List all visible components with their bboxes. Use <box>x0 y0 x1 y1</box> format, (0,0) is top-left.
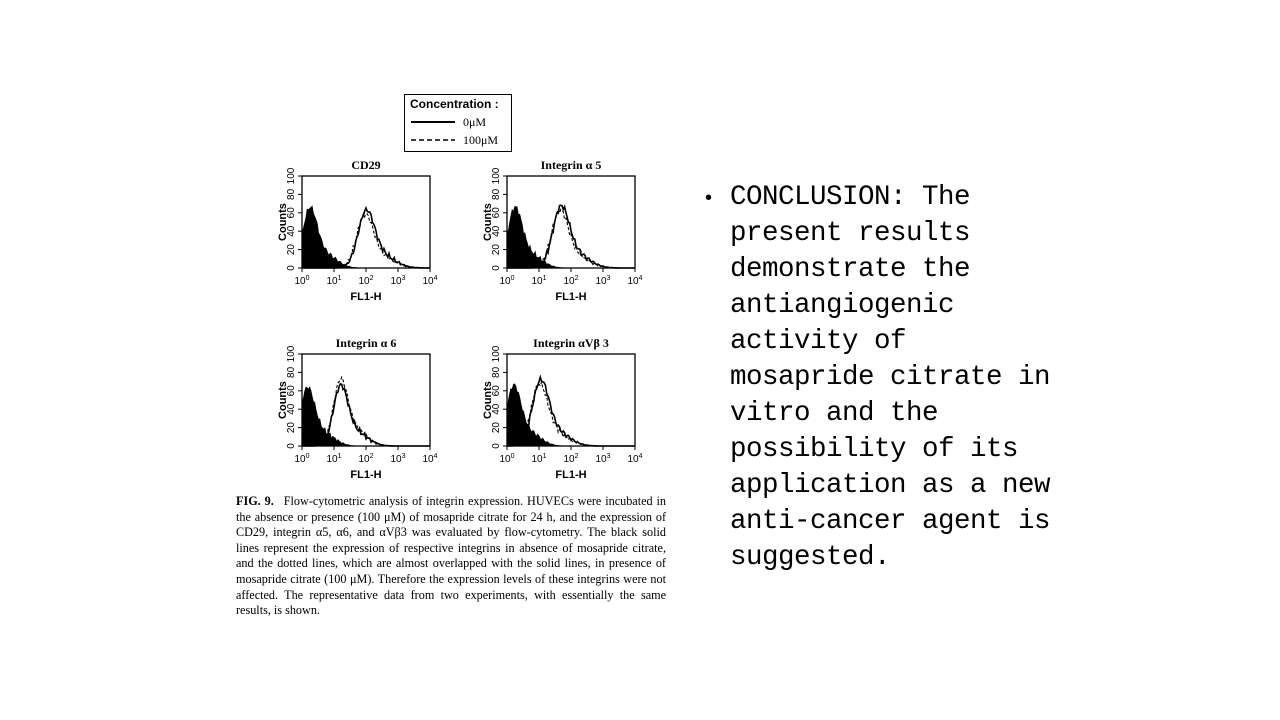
y-tick-label: 80 <box>491 188 502 200</box>
filled-histogram <box>507 384 635 446</box>
x-tick-label: $10^3$ <box>595 275 611 287</box>
dashed-line-swatch <box>411 136 457 144</box>
y-tick-label: 0 <box>491 265 502 271</box>
y-tick-label: 100 <box>286 167 297 185</box>
x-tick-label: $10^4$ <box>422 453 438 465</box>
legend-item-dashed <box>411 133 511 149</box>
y-axis-label: Counts <box>277 381 289 419</box>
x-tick-label: $10^4$ <box>627 275 643 287</box>
panel-title: CD29 <box>351 158 381 172</box>
y-tick-label: 60 <box>286 385 297 397</box>
y-tick-label: 100 <box>491 345 502 363</box>
x-tick-label: $10^2$ <box>563 453 579 465</box>
x-tick-label: $10^0$ <box>499 453 515 465</box>
panel-integrin-a5 <box>461 158 661 303</box>
y-axis-label: Counts <box>482 203 494 241</box>
y-tick-label: 80 <box>286 366 297 378</box>
y-tick-label: 20 <box>286 422 297 434</box>
y-tick-label: 20 <box>491 422 502 434</box>
panel-title: Integrin α 6 <box>335 336 397 350</box>
x-tick-label: $10^3$ <box>595 453 611 465</box>
x-tick-label: $10^1$ <box>531 275 547 287</box>
histogram-integrin-a5 <box>461 158 661 303</box>
bullet-icon: • <box>705 187 713 209</box>
legend-title: Concentration : <box>410 97 499 111</box>
solid-line-swatch <box>411 118 457 126</box>
x-tick-label: $10^3$ <box>390 453 406 465</box>
y-tick-label: 0 <box>286 265 297 271</box>
filled-histogram <box>507 206 635 268</box>
x-tick-label: $10^0$ <box>499 275 515 287</box>
y-tick-label: 60 <box>491 207 502 219</box>
x-tick-label: $10^1$ <box>326 275 342 287</box>
y-tick-label: 40 <box>491 403 502 415</box>
y-tick-label: 80 <box>491 366 502 378</box>
x-tick-label: $10^2$ <box>563 275 579 287</box>
y-tick-label: 0 <box>286 443 297 449</box>
x-tick-label: $10^1$ <box>531 453 547 465</box>
x-axis-label: FL1-H <box>555 469 587 481</box>
y-tick-label: 40 <box>286 225 297 237</box>
legend-item-solid <box>411 115 511 131</box>
x-tick-label: $10^0$ <box>294 275 310 287</box>
legend-label-0uM: 0μM <box>463 115 487 129</box>
y-tick-label: 100 <box>491 167 502 185</box>
panel-title: Integrin αVβ 3 <box>533 336 609 350</box>
y-axis-label: Counts <box>482 381 494 419</box>
panel-cd29 <box>256 158 456 303</box>
y-tick-label: 40 <box>286 403 297 415</box>
legend-box <box>404 94 512 152</box>
x-axis-label: FL1-H <box>555 291 587 303</box>
x-tick-label: $10^3$ <box>390 275 406 287</box>
y-tick-label: 60 <box>491 385 502 397</box>
y-tick-label: 100 <box>286 345 297 363</box>
histogram-cd29 <box>256 158 456 303</box>
panel-title: Integrin α 5 <box>540 158 602 172</box>
y-tick-label: 20 <box>286 244 297 256</box>
x-tick-label: $10^2$ <box>358 275 374 287</box>
y-tick-label: 20 <box>491 244 502 256</box>
y-tick-label: 80 <box>286 188 297 200</box>
figure <box>236 92 666 652</box>
filled-histogram <box>302 206 430 268</box>
y-axis-label: Counts <box>277 203 289 241</box>
x-tick-label: $10^2$ <box>358 453 374 465</box>
caption-label: FIG. 9. <box>236 494 274 508</box>
x-tick-label: $10^0$ <box>294 453 310 465</box>
panel-integrin-avb3 <box>461 336 661 481</box>
histogram-integrin-avb3 <box>461 336 661 481</box>
panel-integrin-a6 <box>256 336 456 481</box>
y-tick-label: 0 <box>491 443 502 449</box>
y-tick-label: 40 <box>491 225 502 237</box>
x-axis-label: FL1-H <box>350 469 382 481</box>
figure-caption <box>236 494 666 619</box>
x-axis-label: FL1-H <box>350 291 382 303</box>
legend-label-100uM: 100μM <box>463 133 499 147</box>
x-tick-label: $10^4$ <box>422 275 438 287</box>
histogram-integrin-a6 <box>256 336 456 481</box>
x-tick-label: $10^4$ <box>627 453 643 465</box>
x-tick-label: $10^1$ <box>326 453 342 465</box>
conclusion-text: CONCLUSION: The present results demonstrate the antiangiogenic activity of mosapride citrate in vitro and the possibility of its application as a new anti-cancer agent is suggested. <box>730 182 1051 573</box>
y-tick-label: 60 <box>286 207 297 219</box>
caption-text: Flow-cytometric analysis of integrin expression. HUVECs were incubated in the absence or presence (100 μM) of mosapride citrate for 24 h, and the expression of CD29, integrin α5, α6, and αVβ3 was evaluated by flow-cytometry. The black solid lines represent the expression of respective integrins in absence of mosapride citrate, and the dotted lines, which are almost overlapped with the solid lines, in presence of mosapride citrate (100 μM). Therefore the expression levels of these integrins were not affected. The representative data from two experiments, with essentially the same results, is shown. <box>236 494 666 618</box>
